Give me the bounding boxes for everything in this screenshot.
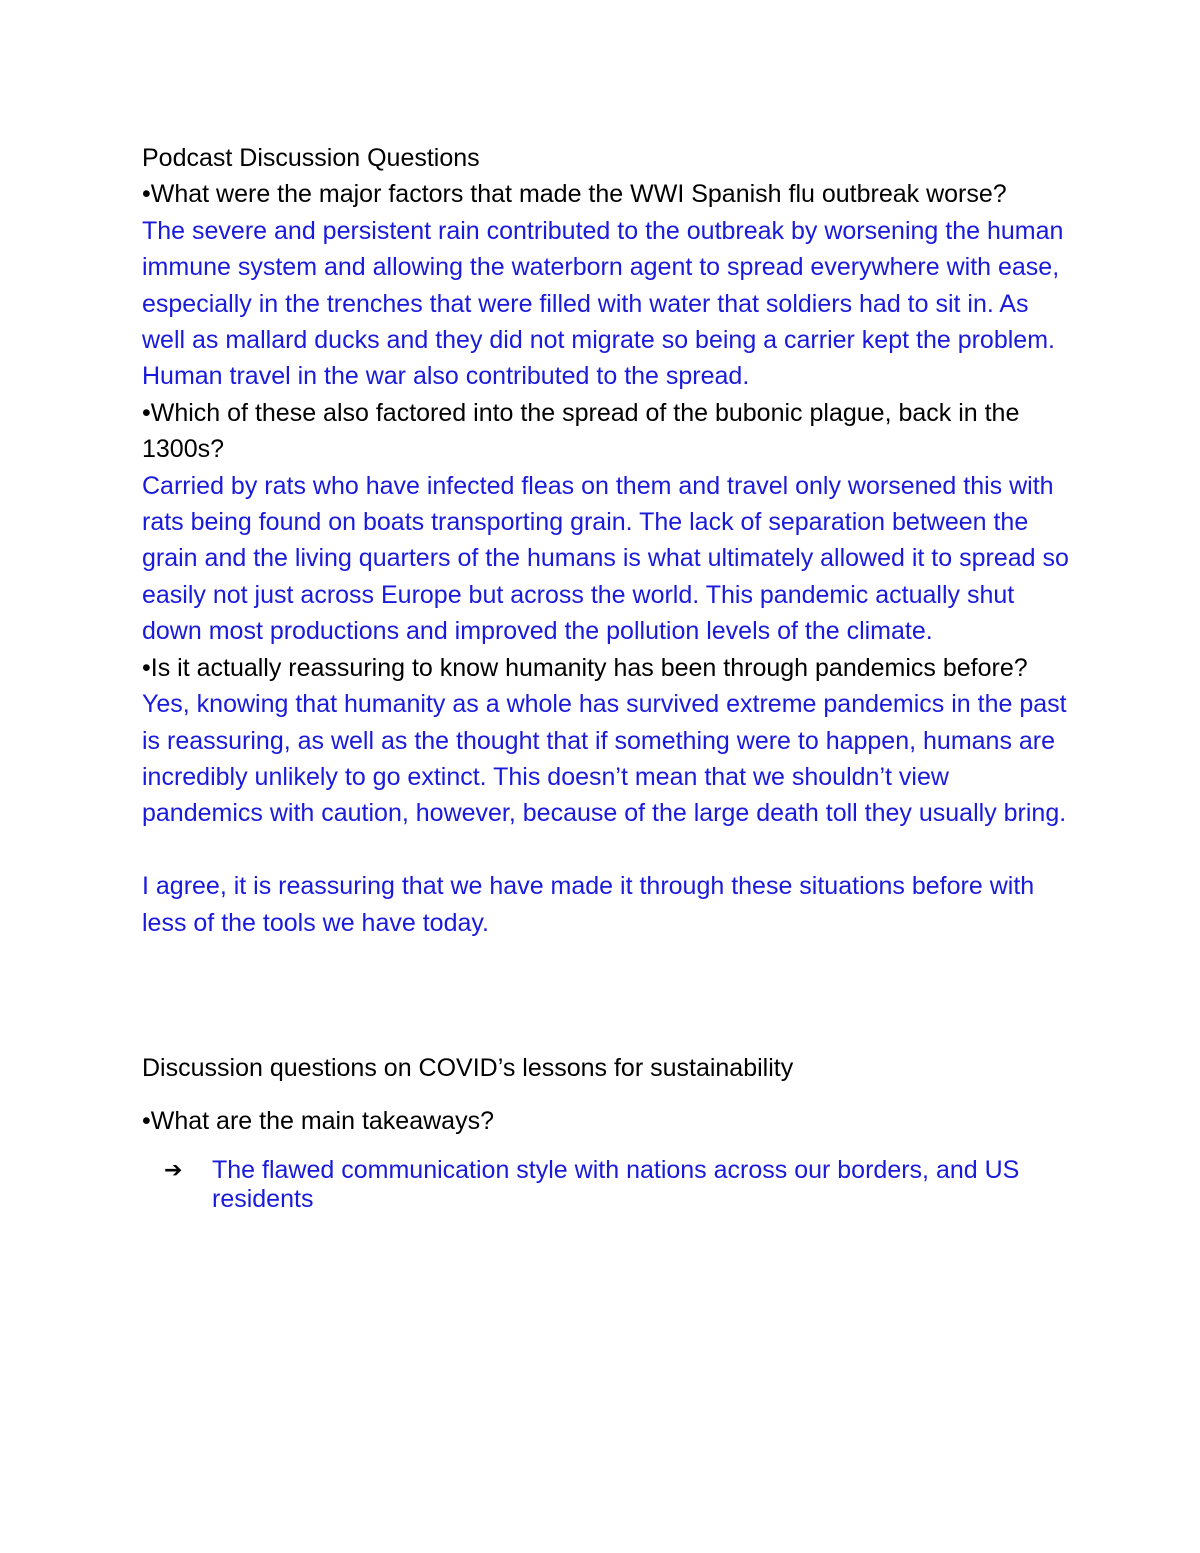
section-title-podcast: Podcast Discussion Questions [142,144,480,172]
question-bubonic-plague: •Which of these also factored into the spread of the bubonic plague, back in the 1300s? [142,398,1020,464]
section-title-covid: Discussion questions on COVID’s lessons for sustainability [142,1053,794,1082]
section-spacer [142,941,1072,1050]
answer-bubonic-plague: Carried by rats who have infected fleas on them and travel only worsened this with rats being found on boats transporting grain. The lack of separation between the grain and the living quarters of the humans is what ultimately allowed it to spread so easily not just across Europe but across the world. This pandemic actually shut down most productions and improved the pollution levels of the climate. [142,471,1069,646]
reply-agree: I agree, it is reassuring that we have made it through these situations before with less of the tools we have today. [142,872,1035,937]
answer-spanish-flu: The severe and persistent rain contributed to the outbreak by worsening the human immune system and allowing the waterborn agent to spread everywhere with ease, especially in the trenches that were filled with water that soldiers had to sit in. As well as mallard ducks and they did not migrate so being a carrier kept the problem. Human travel in the war also contributed to the spread. [142,216,1064,391]
list-item-text: The flawed communication style with nations across our borders, and US residents [212,1155,1020,1213]
question-reassuring: •Is it actually reassuring to know humanity has been through pandemics before? [142,653,1028,682]
question-takeaways: •What are the main takeaways? [142,1107,494,1136]
takeaways-list [142,1156,1072,1214]
document-page [142,140,1072,1214]
list-item [142,1156,1072,1214]
spacer [142,832,1072,868]
arrow-right-icon: ➔ [164,1157,183,1183]
answer-reassuring: Yes, knowing that humanity as a whole has survived extreme pandemics in the past is reassuring, as well as the thought that if something were to happen, humans are incredibly unlikely to go extinct. This doesn’t mean that we shouldn’t view pandemics with caution, however, because of the large death toll they usually bring. [142,690,1067,828]
question-spanish-flu: •What were the major factors that made the WWI Spanish flu outbreak worse? [142,180,1007,209]
